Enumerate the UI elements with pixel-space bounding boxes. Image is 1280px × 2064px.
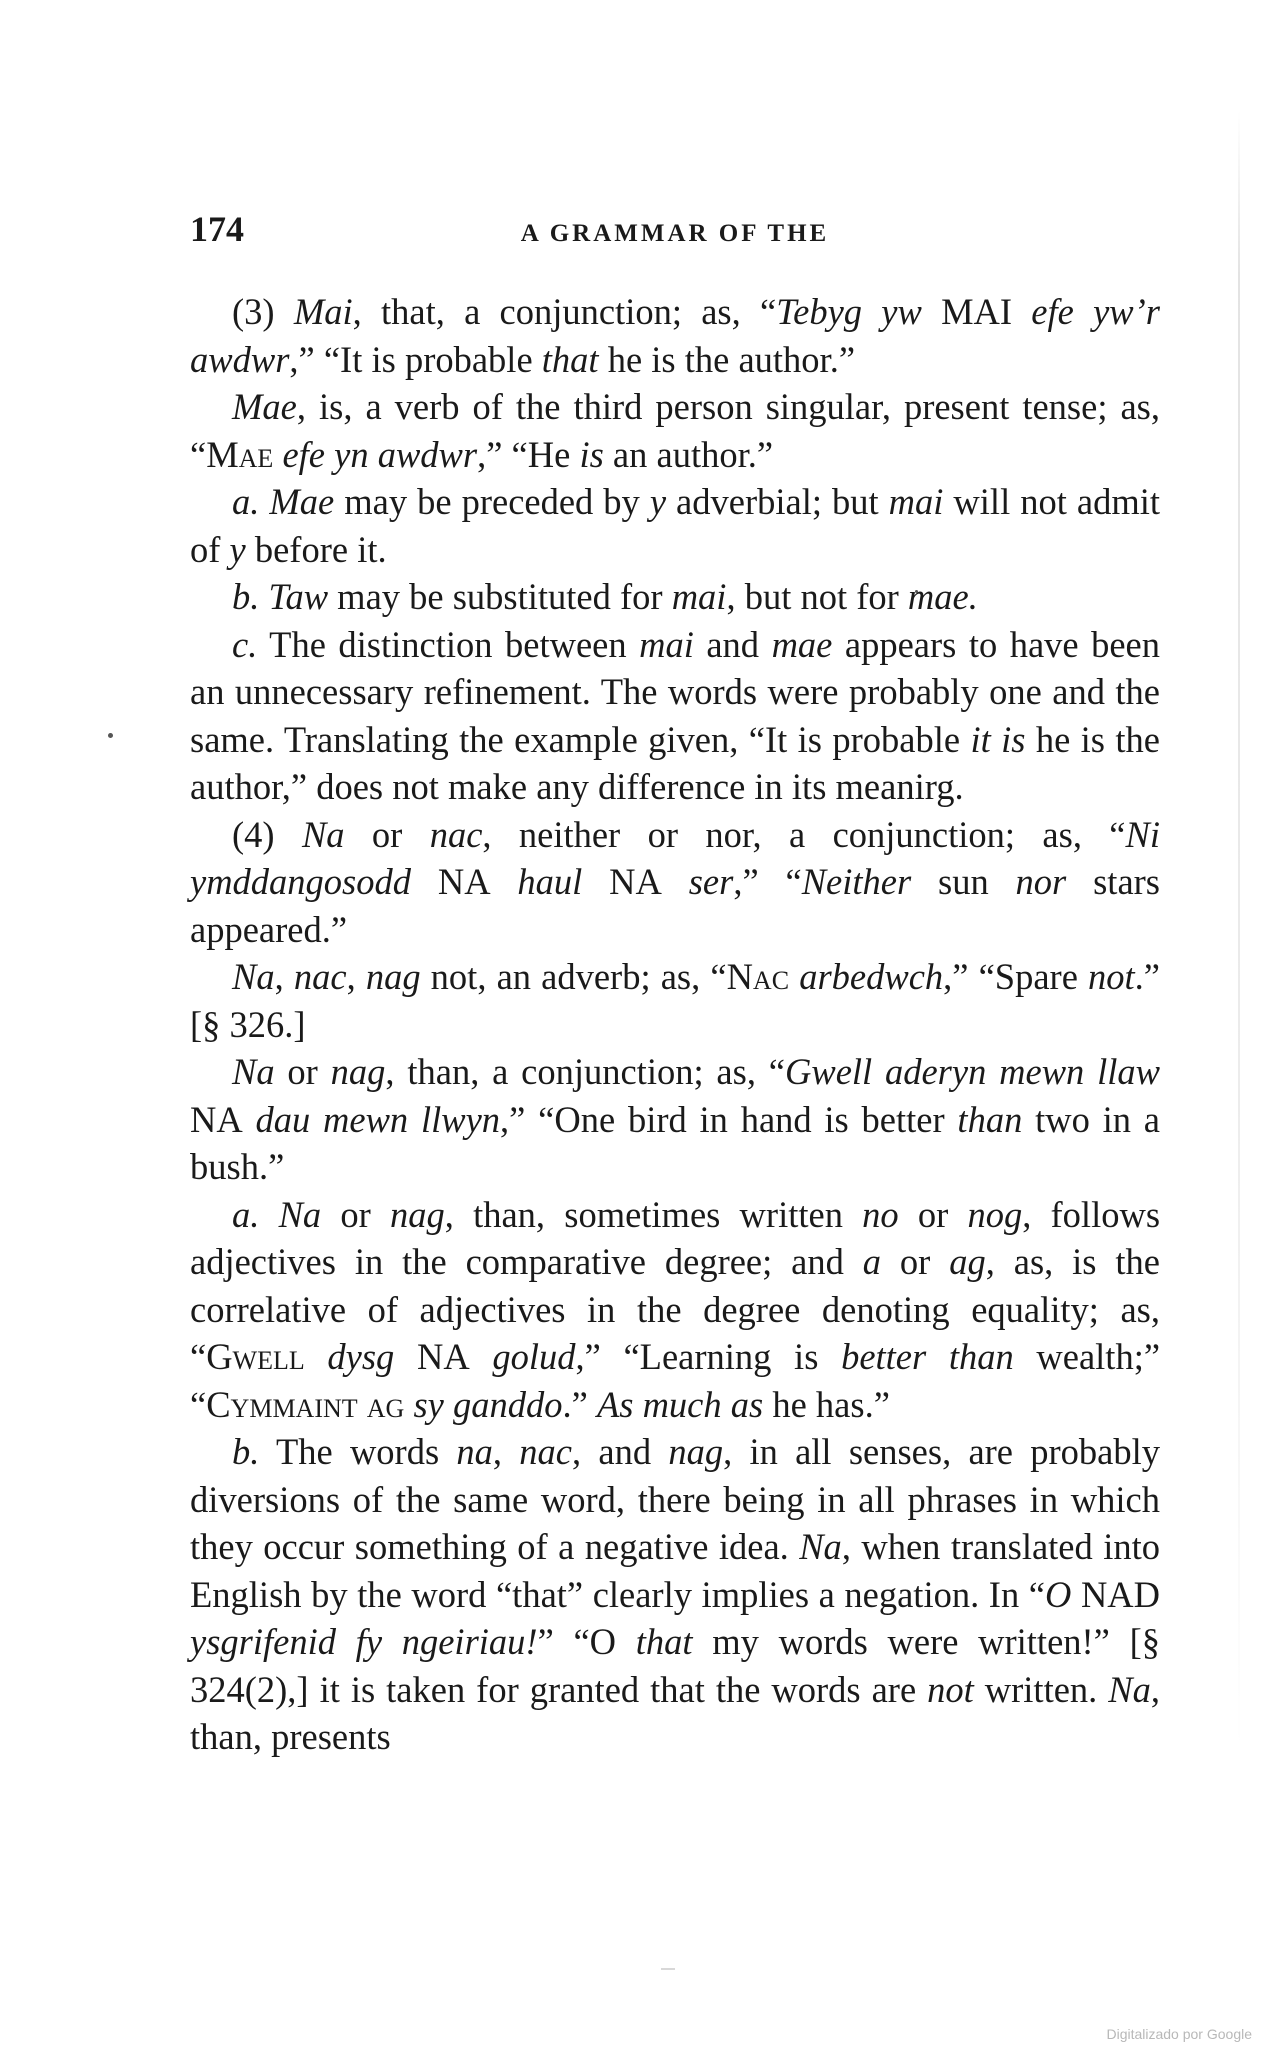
ink-speck: [108, 733, 113, 738]
paragraph: a. Mae may be preceded by y adverbial; but mai will not admit of y before it.: [190, 481, 1160, 570]
page-number: 174: [190, 209, 244, 249]
paragraph: (3) Mai, that, a conjunction; as, “Tebyg yw MAI efe yw’r awdwr,” “It is probable that he is the author.”: [190, 291, 1160, 380]
page-edge-shadow: [1238, 110, 1240, 1750]
paragraph: Na or nag, than, a conjunction; as, “Gwell aderyn mewn llaw NA dau mewn llwyn,” “One bird in hand is better than two in a bush.”: [190, 1051, 1161, 1187]
paragraph: c. The distinction between mai and mae appears to have been an unnecessary refinement. The words were probably one and the same. Translating the example given, “It is probable it is he is the author,” does not make any difference in its meanirg.: [190, 623, 1161, 807]
body-text: [190, 288, 1160, 1761]
paragraph: Na, nac, nag not, an adverb; as, “Nac arbedwch,” “Spare not.” [§ 326.]: [190, 956, 1160, 1045]
page-header: [190, 208, 1160, 258]
paragraph: b. Taw may be substituted for mai, but not for mae.: [232, 576, 978, 617]
digitization-watermark: Digitalizado por Google: [1106, 2026, 1252, 2042]
running-head: A GRAMMAR OF THE: [520, 220, 830, 247]
stray-mark: [661, 1968, 675, 1970]
paragraph: b. The words na, nac, and nag, in all senses, are probably diversions of the same word, there being in all phrases in which they occur something of a negative idea. Na, when translated into English by the word “that” clearly implies a negation. In “O NAD ysgrifenid fy ngeiriau!” “O that my words were written!” [§ 324(2),] it is taken for granted that the words are not written. Na, than, presents: [190, 1431, 1161, 1757]
paragraph: Mae, is, a verb of the third person singular, present tense; as, “Mae efe yn awdwr,” “He is an author.”: [190, 386, 1160, 475]
paragraph: a. Na or nag, than, sometimes written no or nog, follows adjectives in the comparative degree; and a or ag, as, is the correlative of adjectives in the degree denoting equality; as, “Gwell dysg NA golud,” “Learning is better than wealth;” “Cymmaint ag sy ganddo.” As much as he has.”: [190, 1193, 1161, 1425]
paragraph: (4) Na or nac, neither or nor, a conjunction; as, “Ni ymddangosodd NA haul NA ser,” “Neither sun nor stars appeared.”: [190, 813, 1161, 950]
